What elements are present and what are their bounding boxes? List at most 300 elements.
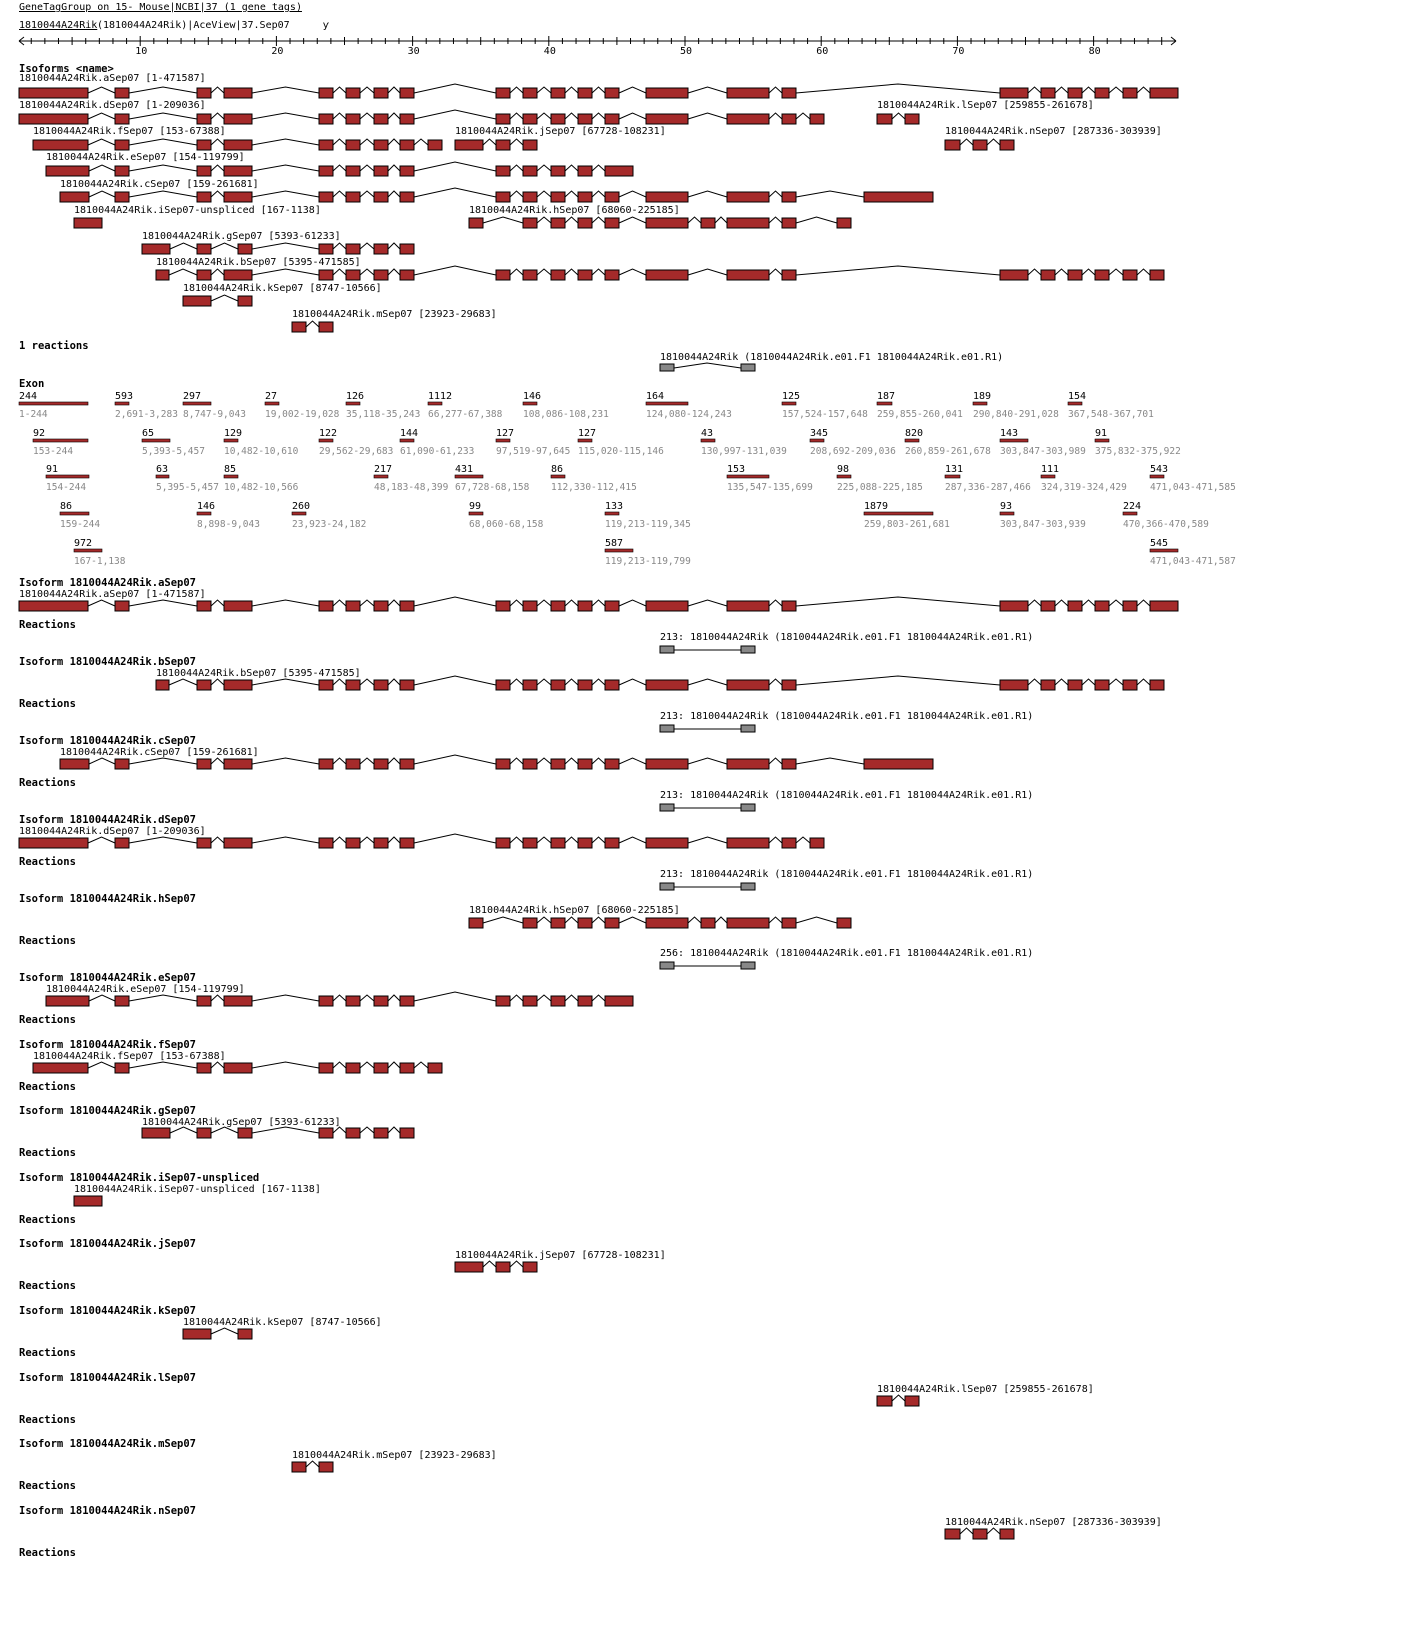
exon-block — [1000, 1529, 1014, 1539]
intron-line — [388, 191, 400, 197]
isoform-label-e[interactable]: 1810044A24Rik.eSep07 [154-119799] — [46, 152, 245, 163]
intron-line — [388, 837, 400, 843]
intron-line — [510, 139, 523, 145]
isoform-label-f[interactable]: 1810044A24Rik.fSep07 [153-67388] — [33, 1051, 226, 1062]
exon-length: 93 — [1000, 501, 1013, 512]
exon-block — [346, 601, 360, 611]
overview-transcript-m — [292, 309, 497, 332]
exon-block — [319, 166, 333, 176]
exon-block — [523, 601, 537, 611]
intron-line — [892, 1395, 905, 1401]
intron-line — [619, 758, 646, 764]
exon-length: 92 — [33, 428, 46, 439]
exon-range: 375,832-375,922 — [1095, 446, 1181, 457]
reactions-heading: Reactions — [19, 1147, 76, 1159]
exon-block — [727, 680, 769, 690]
intron-line — [388, 600, 400, 606]
exon-bar — [523, 402, 537, 405]
exon-range: 66,277-67,388 — [428, 409, 503, 420]
isoform-section-f — [19, 1039, 442, 1093]
exon-block — [319, 996, 333, 1006]
intron-line — [333, 269, 346, 275]
isoform-label-j[interactable]: 1810044A24Rik.jSep07 [67728-108231] — [455, 126, 666, 137]
exon-block — [864, 192, 933, 202]
exon-block — [605, 192, 619, 202]
exon-block — [115, 192, 129, 202]
exon-bar — [46, 475, 89, 478]
exon-block — [551, 166, 565, 176]
intron-line — [688, 269, 727, 275]
exon-block — [578, 680, 592, 690]
intron-line — [592, 217, 605, 223]
isoform-title[interactable]: Isoform 1810044A24Rik.dSep07 — [19, 814, 197, 826]
exon-block — [1150, 88, 1178, 98]
reaction-label[interactable]: 213: 1810044A24Rik (1810044A24Rik.e01.F1 1810044A24Rik.e01.R1) — [660, 869, 1034, 880]
intron-line — [1137, 87, 1150, 93]
exon-block — [224, 838, 252, 848]
primer-forward — [660, 962, 674, 969]
exon-block — [1123, 601, 1137, 611]
exon-range: 68,060-68,158 — [469, 519, 544, 530]
intron-line — [129, 113, 197, 119]
exon-entry — [727, 464, 813, 493]
exon-block — [646, 918, 688, 928]
exon-block — [156, 680, 169, 690]
exon-block — [646, 192, 688, 202]
overview-transcript-d — [19, 100, 824, 124]
overview-transcript-e — [46, 152, 633, 176]
exon-length: 146 — [197, 501, 216, 512]
exon-entry — [782, 391, 868, 420]
isoform-label-c[interactable]: 1810044A24Rik.cSep07 [159-261681] — [60, 747, 259, 758]
exon-bar — [837, 475, 851, 478]
isoform-label-m[interactable]: 1810044A24Rik.mSep07 [23923-29683] — [292, 1450, 497, 1461]
exon-range: 8,898-9,043 — [197, 519, 260, 530]
intron-line — [388, 1062, 400, 1068]
intron-line — [960, 139, 973, 145]
exon-entry — [1150, 464, 1236, 493]
intron-line — [688, 217, 701, 223]
exon-block — [115, 759, 129, 769]
isoform-label-d[interactable]: 1810044A24Rik.dSep07 [1-209036] — [19, 826, 206, 837]
exon-block — [605, 601, 619, 611]
exon-range: 1-244 — [19, 409, 48, 420]
exon-range: 287,336-287,466 — [945, 482, 1031, 493]
isoform-title[interactable]: Isoform 1810044A24Rik.cSep07 — [19, 735, 197, 747]
overview-transcript-g — [142, 231, 414, 254]
exon-block — [1095, 601, 1109, 611]
exon-length: 224 — [1123, 501, 1142, 512]
intron-line — [592, 837, 605, 843]
intron-line — [796, 84, 1000, 93]
exon-range: 97,519-97,645 — [496, 446, 571, 457]
intron-line — [537, 269, 551, 275]
position-ruler — [19, 36, 1176, 57]
intron-line — [129, 165, 197, 171]
exon-bar — [469, 512, 483, 515]
intron-line — [211, 191, 224, 197]
intron-line — [1109, 87, 1123, 93]
exon-block — [523, 918, 537, 928]
isoform-label-a[interactable]: 1810044A24Rik.aSep07 [1-471587] — [19, 73, 206, 84]
intron-line — [796, 113, 810, 119]
exon-entry — [19, 391, 88, 420]
intron-line — [333, 243, 346, 249]
exon-block — [455, 1262, 483, 1272]
exon-block — [551, 88, 565, 98]
exon-entry — [496, 428, 570, 457]
exon-bar — [224, 475, 238, 478]
exon-block — [197, 996, 211, 1006]
intron-line — [414, 597, 496, 606]
intron-line — [565, 837, 578, 843]
exon-block — [782, 601, 796, 611]
exon-block — [578, 88, 592, 98]
intron-line — [1028, 600, 1041, 606]
exon-range: 61,090-61,233 — [400, 446, 475, 457]
intron-line — [592, 758, 605, 764]
isoform-label-k[interactable]: 1810044A24Rik.kSep07 [8747-10566] — [183, 283, 382, 294]
exon-block — [238, 244, 252, 254]
intron-line — [769, 837, 782, 843]
intron-line — [360, 758, 374, 764]
intron-line — [769, 217, 782, 223]
exon-block — [428, 140, 442, 150]
primer-forward — [660, 804, 674, 811]
exon-block — [400, 166, 414, 176]
isoform-label-a[interactable]: 1810044A24Rik.aSep07 [1-471587] — [19, 589, 206, 600]
intron-line — [129, 139, 197, 145]
reaction-summary-label[interactable]: 1810044A24Rik (1810044A24Rik.e01.F1 1810044A24Rik.e01.R1) — [660, 352, 1004, 363]
intron-line — [769, 679, 782, 685]
exon-block — [646, 218, 688, 228]
intron-line — [211, 87, 224, 93]
exon-entry — [551, 464, 637, 493]
isoform-title[interactable]: Isoform 1810044A24Rik.mSep07 — [19, 1438, 197, 1450]
intron-line — [129, 837, 197, 843]
exon-block — [319, 1128, 333, 1138]
exon-block — [523, 996, 537, 1006]
intron-line — [252, 113, 319, 119]
exon-block — [782, 114, 796, 124]
exon-block — [727, 759, 769, 769]
exon-length: 217 — [374, 464, 393, 475]
overview-transcript-h — [469, 205, 851, 228]
intron-line — [619, 917, 646, 923]
exon-block — [646, 601, 688, 611]
exon-range: 303,847-303,989 — [1000, 446, 1086, 457]
primer-forward — [660, 883, 674, 890]
isoform-label-k[interactable]: 1810044A24Rik.kSep07 [8747-10566] — [183, 1317, 382, 1328]
exon-range: 119,213-119,345 — [605, 519, 691, 530]
isoform-title[interactable]: Isoform 1810044A24Rik.iSep07-unspliced — [19, 1172, 260, 1184]
exon-block — [374, 680, 388, 690]
isoform-label-n[interactable]: 1810044A24Rik.nSep07 [287336-303939] — [945, 126, 1162, 137]
exon-bar — [183, 402, 211, 405]
isoform-title[interactable]: Isoform 1810044A24Rik.lSep07 — [19, 1372, 197, 1384]
isoform-title[interactable]: Isoform 1810044A24Rik.hSep07 — [19, 893, 197, 905]
exon-range: 115,020-115,146 — [578, 446, 664, 457]
intron-line — [414, 834, 496, 843]
isoform-label-c[interactable]: 1810044A24Rik.cSep07 [159-261681] — [60, 179, 259, 190]
exon-block — [523, 1262, 537, 1272]
exon-range: 153-244 — [33, 446, 74, 457]
exon-range: 470,366-470,589 — [1123, 519, 1209, 530]
exon-block — [115, 601, 129, 611]
isoform-label-j[interactable]: 1810044A24Rik.jSep07 [67728-108231] — [455, 1250, 666, 1261]
intron-line — [769, 191, 782, 197]
exon-block — [224, 192, 252, 202]
isoform-title[interactable]: Isoform 1810044A24Rik.fSep07 — [19, 1039, 197, 1051]
exon-entry — [224, 428, 299, 457]
intron-line — [88, 139, 115, 145]
exon-range: 19,002-19,028 — [265, 409, 340, 420]
isoform-section-h — [19, 893, 1033, 969]
exon-block — [973, 1529, 987, 1539]
exon-bar — [551, 475, 565, 478]
exon-block — [551, 192, 565, 202]
exon-block — [782, 88, 796, 98]
page-title[interactable]: GeneTagGroup on 15- Mouse|NCBI|37 (1 gene tags) — [19, 2, 302, 13]
exon-block — [292, 322, 306, 332]
exon-range: 48,183-48,399 — [374, 482, 449, 493]
intron-line — [252, 87, 319, 93]
reactions-heading: Reactions — [19, 1347, 76, 1359]
exon-block — [346, 680, 360, 690]
isoform-title[interactable]: Isoform 1810044A24Rik.aSep07 — [19, 577, 197, 589]
isoform-label-f[interactable]: 1810044A24Rik.fSep07 [153-67388] — [33, 126, 226, 137]
isoform-label-b[interactable]: 1810044A24Rik.bSep07 [5395-471585] — [156, 668, 361, 679]
exon-block — [1000, 140, 1014, 150]
exon-block — [224, 166, 252, 176]
intron-line — [360, 243, 374, 249]
intron-line — [388, 243, 400, 249]
exon-range: 367,548-367,701 — [1068, 409, 1154, 420]
exon-entry — [33, 428, 88, 457]
exon-heading: Exon — [19, 378, 45, 390]
reaction-label[interactable]: 213: 1810044A24Rik (1810044A24Rik.e01.F1 1810044A24Rik.e01.R1) — [660, 711, 1034, 722]
exon-block — [1000, 270, 1028, 280]
isoform-label-g[interactable]: 1810044A24Rik.gSep07 [5393-61233] — [142, 231, 341, 242]
exon-block — [727, 192, 769, 202]
isoform-section-j — [19, 1238, 666, 1292]
intron-line — [333, 139, 346, 145]
exon-range: 471,043-471,587 — [1150, 556, 1236, 567]
exon-block — [605, 918, 619, 928]
exon-length: 43 — [701, 428, 714, 439]
exon-block — [400, 601, 414, 611]
intron-line — [252, 679, 319, 685]
intron-line — [565, 191, 578, 197]
exon-entry — [1000, 501, 1086, 530]
primer-forward — [660, 364, 674, 371]
exon-length: 297 — [183, 391, 202, 402]
exon-block — [727, 270, 769, 280]
exon-block — [19, 88, 88, 98]
exon-bar — [1150, 549, 1178, 552]
exon-length: 189 — [973, 391, 992, 402]
exon-block — [374, 601, 388, 611]
exon-block — [496, 601, 510, 611]
exon-range: 259,855-260,041 — [877, 409, 963, 420]
exon-range: 5,393-5,457 — [142, 446, 205, 457]
isoform-label-e[interactable]: 1810044A24Rik.eSep07 [154-119799] — [46, 984, 245, 995]
exon-block — [1150, 601, 1178, 611]
isoform-label-n[interactable]: 1810044A24Rik.nSep07 [287336-303939] — [945, 1517, 1162, 1528]
reactions-heading: Reactions — [19, 1414, 76, 1426]
intron-line — [211, 295, 238, 301]
isoform-label-m[interactable]: 1810044A24Rik.mSep07 [23923-29683] — [292, 309, 497, 320]
exon-entry — [864, 501, 950, 530]
exon-block — [60, 759, 89, 769]
exon-block — [973, 140, 987, 150]
isoform-label-b[interactable]: 1810044A24Rik.bSep07 [5395-471585] — [156, 257, 361, 268]
exon-block — [864, 759, 933, 769]
exon-block — [319, 680, 333, 690]
exon-entry — [346, 391, 420, 420]
exon-block — [374, 166, 388, 176]
isoform-section-k — [19, 1305, 382, 1359]
isoform-label-i[interactable]: 1810044A24Rik.iSep07-unspliced [167-1138] — [74, 205, 321, 216]
exon-length: 127 — [496, 428, 515, 439]
isoform-section-l — [19, 1372, 1094, 1426]
exon-length: 125 — [782, 391, 801, 402]
intron-line — [1109, 269, 1123, 275]
exon-block — [46, 996, 89, 1006]
intron-line — [333, 87, 346, 93]
intron-line — [565, 217, 578, 223]
intron-line — [592, 917, 605, 923]
isoform-title[interactable]: Isoform 1810044A24Rik.nSep07 — [19, 1505, 197, 1517]
intron-line — [510, 600, 523, 606]
exon-block — [551, 838, 565, 848]
exon-length: 85 — [224, 464, 237, 475]
reactions-heading: Reactions — [19, 1547, 76, 1559]
exon-entry — [400, 428, 474, 457]
exon-length: 1112 — [428, 391, 453, 402]
exon-block — [374, 244, 388, 254]
intron-line — [360, 600, 374, 606]
reaction-label[interactable]: 213: 1810044A24Rik (1810044A24Rik.e01.F1 1810044A24Rik.e01.R1) — [660, 632, 1034, 643]
exon-block — [496, 1262, 510, 1272]
exon-range: 130,997-131,039 — [701, 446, 787, 457]
intron-line — [769, 600, 782, 606]
isoform-section-e — [19, 972, 633, 1026]
intron-line — [1055, 679, 1068, 685]
exon-block — [115, 1063, 129, 1073]
exon-bar — [973, 402, 987, 405]
intron-line — [252, 243, 319, 249]
isoform-label-g[interactable]: 1810044A24Rik.gSep07 [5393-61233] — [142, 1117, 341, 1128]
isoform-label-h[interactable]: 1810044A24Rik.hSep07 [68060-225185] — [469, 205, 680, 216]
isoform-title[interactable]: Isoform 1810044A24Rik.eSep07 — [19, 972, 197, 984]
intron-line — [796, 917, 837, 923]
exon-block — [346, 114, 360, 124]
exon-range: 35,118-35,243 — [346, 409, 421, 420]
isoform-label-l[interactable]: 1810044A24Rik.lSep07 [259855-261678] — [877, 100, 1094, 111]
intron-line — [211, 995, 224, 1001]
amplicon-line — [674, 363, 741, 368]
exon-entry — [374, 464, 449, 493]
isoform-label-h[interactable]: 1810044A24Rik.hSep07 [68060-225185] — [469, 905, 680, 916]
intron-line — [388, 269, 400, 275]
isoform-title[interactable]: Isoform 1810044A24Rik.bSep07 — [19, 656, 197, 668]
intron-line — [414, 110, 496, 119]
exon-block — [578, 601, 592, 611]
isoform-title[interactable]: Isoform 1810044A24Rik.gSep07 — [19, 1105, 197, 1117]
intron-line — [510, 758, 523, 764]
exon-block — [727, 838, 769, 848]
isoform-label-d[interactable]: 1810044A24Rik.dSep07 [1-209036] — [19, 100, 206, 111]
exon-range: 167-1,138 — [74, 556, 126, 567]
exon-length: 126 — [346, 391, 365, 402]
isoform-title[interactable]: Isoform 1810044A24Rik.jSep07 — [19, 1238, 197, 1250]
exon-entry — [265, 391, 340, 420]
exon-bar — [701, 439, 715, 442]
exon-bar — [319, 439, 333, 442]
exon-block — [183, 1329, 211, 1339]
intron-line — [89, 165, 115, 171]
exon-entry — [183, 391, 246, 420]
exon-block — [374, 270, 388, 280]
exon-length: 122 — [319, 428, 338, 439]
exon-length: 99 — [469, 501, 482, 512]
exon-block — [455, 140, 483, 150]
exon-block — [374, 838, 388, 848]
isoform-label-i[interactable]: 1810044A24Rik.iSep07-unspliced [167-1138] — [74, 1184, 321, 1195]
intron-line — [252, 758, 319, 764]
exon-block — [905, 1396, 919, 1406]
exon-range: 154-244 — [46, 482, 87, 493]
exon-block — [346, 166, 360, 176]
text-cursor-icon: ƴ — [323, 20, 330, 31]
exon-block — [1068, 680, 1082, 690]
exon-block — [197, 1128, 211, 1138]
exon-block — [496, 140, 510, 150]
intron-line — [252, 1062, 319, 1068]
exon-block — [578, 114, 592, 124]
exon-length: 187 — [877, 391, 896, 402]
intron-line — [388, 113, 400, 119]
exon-range: 112,330-112,415 — [551, 482, 637, 493]
reaction-label[interactable]: 213: 1810044A24Rik (1810044A24Rik.e01.F1 1810044A24Rik.e01.R1) — [660, 790, 1034, 801]
exon-block — [319, 244, 333, 254]
exon-block — [578, 270, 592, 280]
isoforms-heading: Isoforms <name> — [19, 63, 114, 75]
exon-length: 86 — [551, 464, 564, 475]
exon-block — [605, 270, 619, 280]
intron-line — [592, 113, 605, 119]
intron-line — [796, 837, 810, 843]
intron-line — [88, 113, 115, 119]
reactions-heading: Reactions — [19, 1280, 76, 1292]
ruler-tick-label: 20 — [271, 46, 284, 57]
isoform-title[interactable]: Isoform 1810044A24Rik.kSep07 — [19, 1305, 197, 1317]
gene-source: (1810044A24Rik)|AceView|37.Sep07 — [97, 20, 290, 31]
gene-link[interactable]: 1810044A24Rik — [19, 20, 98, 31]
exon-block — [224, 88, 252, 98]
exon-block — [400, 838, 414, 848]
reaction-label[interactable]: 256: 1810044A24Rik (1810044A24Rik.e01.F1 1810044A24Rik.e01.R1) — [660, 948, 1034, 959]
exon-block — [224, 114, 252, 124]
exon-range: 5,395-5,457 — [156, 482, 219, 493]
exon-block — [1123, 680, 1137, 690]
isoform-label-l[interactable]: 1810044A24Rik.lSep07 [259855-261678] — [877, 1384, 1094, 1395]
exon-block — [319, 114, 333, 124]
exon-block — [877, 1396, 892, 1406]
exon-block — [346, 1128, 360, 1138]
exon-block — [346, 88, 360, 98]
